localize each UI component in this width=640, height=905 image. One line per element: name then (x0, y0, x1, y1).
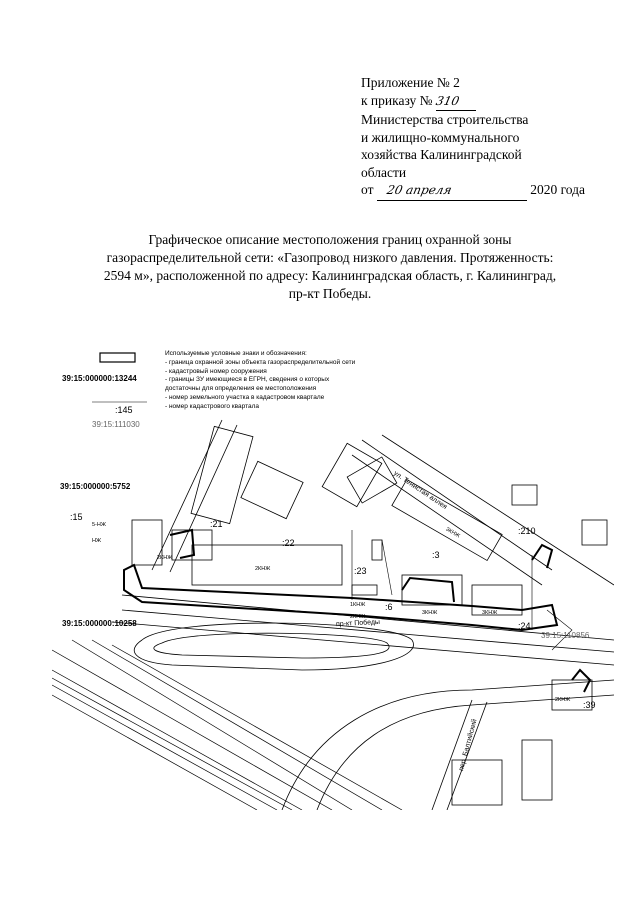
date-handwritten: 20 апреля (385, 183, 453, 197)
legend-zone-sample (100, 353, 135, 362)
parcel-label: :21 (210, 519, 223, 529)
appendix-header (361, 74, 611, 201)
order-reference (361, 92, 611, 112)
legend-parcel-number: :145 (115, 405, 133, 415)
date-suffix: 2020 года (530, 182, 586, 197)
structure-label: 39:15:000000:5752 (60, 482, 131, 491)
protection-zone-boundary (124, 530, 590, 692)
parcel-label: :6 (385, 602, 393, 612)
parcel-label: :210 (518, 526, 536, 536)
legend-quarter-number: 39:15:111030 (92, 420, 140, 429)
date-prefix: от (361, 182, 374, 197)
floor-label: 3КНЖ (422, 610, 438, 616)
floor-label: 2КНЖ (350, 614, 366, 620)
floor-label: 1КНЖ (350, 602, 366, 608)
order-date (361, 181, 611, 201)
legend-item: - номер кадастрового квартала (165, 402, 260, 410)
street-label-baltiysky: пер. Балтийский (458, 718, 479, 772)
document-title: Графическое описание местоположения границ охранной зоны газораспределительной сети: «Газопровод низкого давления. Протяженность: 2594 м», расположенной по адресу: Калининградская область, г. Калининград, пр-кт Победы. (103, 232, 557, 301)
order-prefix: к приказу № (361, 92, 433, 108)
legend-item: - границы ЗУ имеющиеся в ЕГРН, сведения о которых (165, 376, 330, 384)
parcel-label: :22 (282, 538, 295, 548)
street-label-tenistaya: ул. Тенистая аллея (392, 470, 449, 511)
parcel-label: :15 (70, 512, 83, 522)
structure-label: 39:15:000000:10258 (62, 619, 137, 628)
legend-heading: Используемые условные знаки и обозначения: (165, 350, 307, 357)
parcel-label: :3 (432, 550, 440, 560)
legend-item: - граница охранной зоны объекта газораспределительной сети (165, 358, 356, 366)
ministry-line-2: и жилищно-коммунального (361, 129, 520, 145)
floor-label: 2КНЖ (157, 555, 173, 561)
quarter-label: 39:15:110856 (541, 631, 590, 640)
ministry-line-4: области (361, 164, 407, 180)
floor-label: 5-НЖ (92, 522, 106, 528)
legend-item: достаточны для определения ее местоположения (165, 385, 317, 393)
railway-lines (52, 640, 402, 810)
floor-label: 3КНЖ (444, 526, 461, 540)
floor-label: НЖ (92, 538, 102, 544)
floor-label: 3КНЖ (482, 610, 498, 616)
ministry-line-1: Министерства строительства (361, 112, 529, 127)
parcel-label: :23 (354, 566, 367, 576)
floor-label: 2КНЖ (555, 697, 571, 703)
order-number-handwritten: 310 (434, 93, 461, 108)
parcel-label: :24 (518, 621, 531, 631)
floor-label: 2КНЖ (255, 566, 271, 572)
parking-loop (134, 623, 413, 670)
ministry-line-3: хозяйства Калининградской (361, 147, 522, 162)
street-label-pobedy: пр-кт Победы (335, 618, 381, 629)
tenistaya-alley (352, 435, 614, 585)
legend-structure-number: 39:15:000000:13244 (62, 374, 137, 383)
legend (165, 350, 355, 412)
parcel-label: :39 (583, 700, 596, 710)
legend-item: - номер земельного участка в кадастровом квартале (165, 393, 325, 401)
legend-item: - кадастровый номер сооружения (165, 367, 267, 375)
appendix-number: Приложение № 2 (361, 75, 460, 90)
